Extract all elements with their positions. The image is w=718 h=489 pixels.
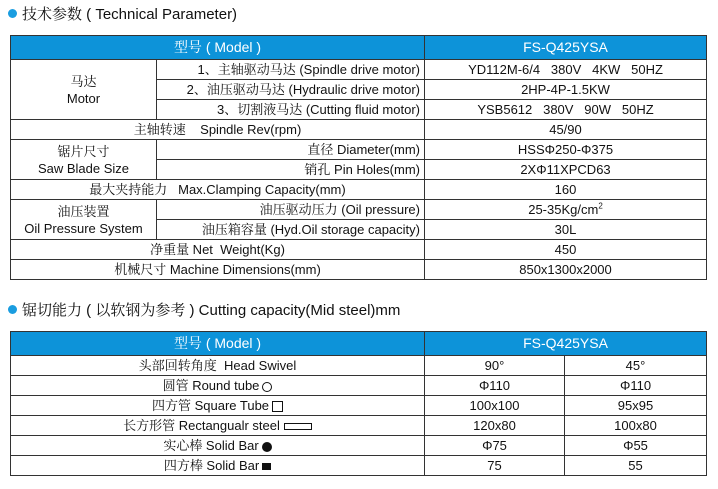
rectangular-steel-b: 100x80 [565,416,707,436]
round-tube-label [11,376,425,396]
net-weight-value: 450 [425,240,707,260]
section-title-text: 技术参数 ( Technical Parameter) [22,6,238,23]
table-row [11,436,707,456]
oil-group-cell [11,200,157,240]
table-row [11,396,707,416]
machine-dimensions-value: 850x1300x2000 [425,260,707,280]
solid-bar-round-a: Φ75 [425,436,565,456]
table-row [11,456,707,476]
solid-bar-square-a: 75 [425,456,565,476]
clamping-value: 160 [425,180,707,200]
hydraulic-motor-value: 2HP-4P-1.5KW [425,80,707,100]
bullet-dot-icon [8,305,17,314]
table-row [11,240,707,260]
rectangular-steel-a: 120x80 [425,416,565,436]
spindle-motor-value: YD112M-6/4 380V 4KW 50HZ [425,60,707,80]
section-title-text: 锯切能力 ( 以软钢为参考 ) Cutting capacity(Mid steel)mm [22,302,401,319]
table-row [11,140,707,160]
table-header-row [11,36,707,60]
table-row [11,180,707,200]
square-tube-a: 100x100 [425,396,565,416]
machine-dimensions-label: 机械尺寸 Machine Dimensions(mm) [11,260,425,280]
solid-square-icon [262,463,271,470]
cutting-fluid-motor-label: 3、切割液马达 (Cutting fluid motor) [157,100,425,120]
square-tube-label [11,396,425,416]
motor-group-cell [11,60,157,120]
table-row [11,120,707,140]
table-row [11,416,707,436]
solid-circle-icon [262,442,272,452]
oil-pressure-label: 油压驱动压力 (Oil pressure) [157,200,425,220]
solid-bar-round-label [11,436,425,456]
spindle-motor-label: 1、主轴驱动马达 (Spindle drive motor) [157,60,425,80]
clamping-label: 最大夹持能力 Max.Clamping Capacity(mm) [11,180,425,200]
oil-pressure-value: 25-35Kg/cm [528,202,599,217]
table-row [11,376,707,396]
oil-storage-label: 油压箱容量 (Hyd.Oil storage capacity) [157,220,425,240]
square-tube-b: 95x95 [565,396,707,416]
oil-group-cn: 油压装置 [57,203,110,219]
head-swivel-b: 45° [565,356,707,376]
section-title-technical [8,3,237,24]
rectangle-outline-icon [284,423,312,430]
bullet-dot-icon [8,9,17,18]
rectangular-steel-label-text: 长方形管 Rectangualr steel [123,418,280,433]
circle-outline-icon [262,382,272,392]
blade-group-cn: 锯片尺寸 [57,143,110,159]
diameter-value: HSSΦ250-Φ375 [425,140,707,160]
oil-storage-value: 30L [425,220,707,240]
motor-group-cn: 马达 [70,73,97,89]
hydraulic-motor-label: 2、油压驱动马达 (Hydraulic drive motor) [157,80,425,100]
model-label-header: 型号 ( Model ) [11,332,425,356]
solid-bar-round-label-text: 实心棒 Solid Bar [163,438,259,453]
solid-bar-square-b: 55 [565,456,707,476]
round-tube-label-text: 圆管 Round tube [162,378,260,393]
net-weight-label: 净重量 Net Weight(Kg) [11,240,425,260]
head-swivel-label [11,356,425,376]
table-row [11,260,707,280]
square-tube-label-text: 四方管 Square Tube [151,398,270,413]
model-value-header: FS-Q425YSA [425,36,707,60]
technical-parameter-table [10,35,707,280]
square-outline-icon [272,401,283,412]
table-row [11,356,707,376]
spindle-rev-value: 45/90 [425,120,707,140]
model-value-header: FS-Q425YSA [425,332,707,356]
head-swivel-label-text: 头部回转角度 Head Swivel [138,358,297,373]
cutting-fluid-motor-value: YSB5612 380V 90W 50HZ [425,100,707,120]
table-row [11,200,707,220]
head-swivel-a: 90° [425,356,565,376]
rectangular-steel-label [11,416,425,436]
oil-pressure-value-cell [425,200,707,220]
pin-holes-label: 销孔 Pin Holes(mm) [157,160,425,180]
blade-group-en: Saw Blade Size [37,160,130,176]
round-tube-b: Φ110 [565,376,707,396]
oil-group-en: Oil Pressure System [24,220,143,236]
oil-pressure-unit-sup: 2 [598,201,603,211]
solid-bar-square-label-text: 四方棒 Solid Bar [163,458,260,473]
motor-group-en: Motor [66,90,101,106]
section-title-cutting [8,299,400,320]
blade-group-cell [11,140,157,180]
round-tube-a: Φ110 [425,376,565,396]
diameter-label: 直径 Diameter(mm) [157,140,425,160]
solid-bar-square-label [11,456,425,476]
solid-bar-round-b: Φ55 [565,436,707,456]
table-header-row [11,332,707,356]
cutting-capacity-table [10,331,707,476]
model-label-header: 型号 ( Model ) [11,36,425,60]
pin-holes-value: 2XΦ11XPCD63 [425,160,707,180]
table-row [11,60,707,80]
spindle-rev-label: 主轴转速 Spindle Rev(rpm) [11,120,425,140]
